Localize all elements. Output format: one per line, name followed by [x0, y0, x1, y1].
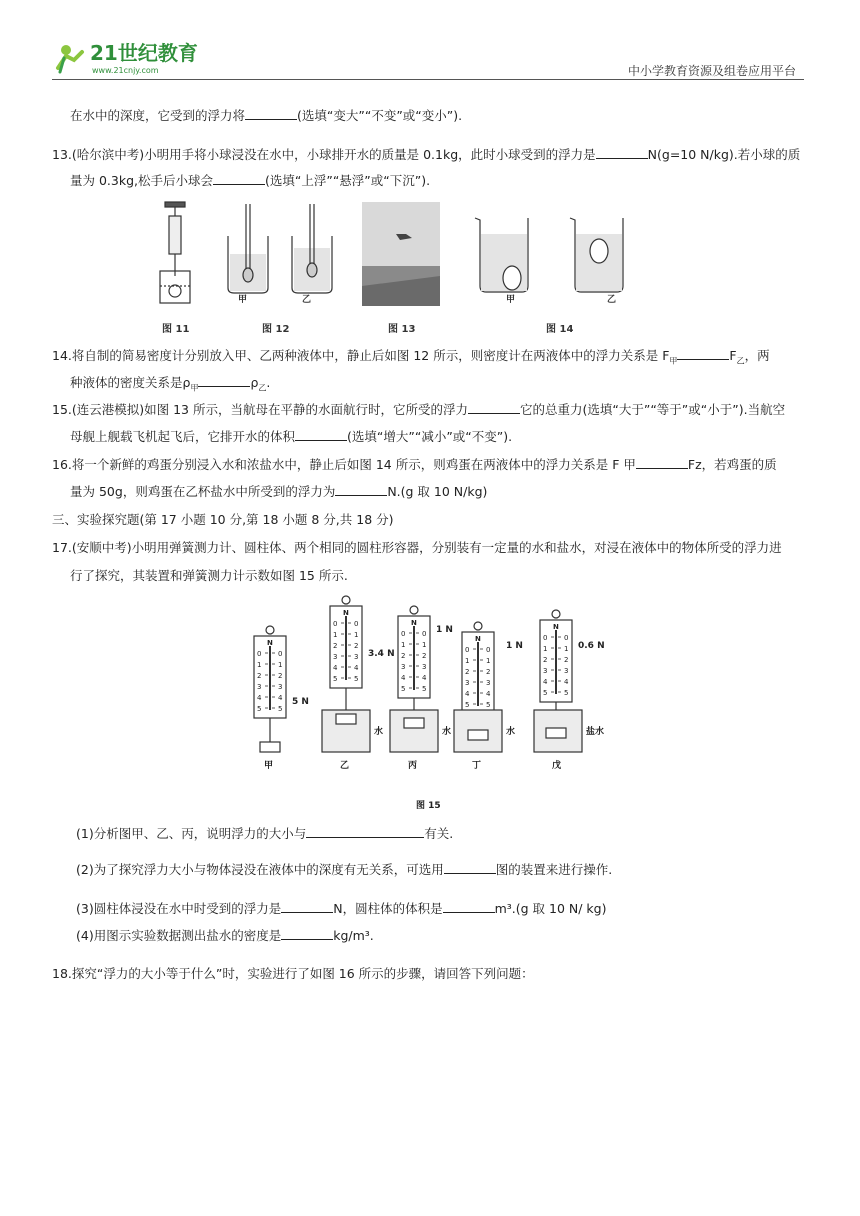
- question-15-line1: 15.(连云港模拟)如图 13 所示，当航母在平静的水面航行时，它所受的浮力 它的总重力(选填“大于”“等于”或“小于”).当航空: [52, 402, 786, 417]
- scale-ring: [552, 610, 560, 618]
- scale-tick-left: 3: [333, 653, 338, 661]
- scale-tick-left: 4: [401, 674, 406, 682]
- scale-tick-left: 0: [543, 634, 548, 642]
- scale-label: 甲: [264, 761, 274, 771]
- scale-tick-left: 5: [333, 675, 338, 683]
- scale-tick-left: 0: [401, 630, 406, 638]
- question-14-line2: 种液体的密度关系是$\rho_甲$ $\rho_乙$.: [70, 375, 271, 393]
- scale-tick-right: 1: [278, 661, 283, 669]
- scale-tick-left: 3: [401, 663, 406, 671]
- scale-tick-right: 4: [422, 674, 427, 682]
- scale-tick-right: 0: [422, 630, 427, 638]
- scale-ring: [342, 596, 350, 604]
- scale-tick-left: 1: [543, 645, 548, 653]
- liquid-label: 水: [506, 727, 516, 737]
- scale-reading: 1 N: [506, 641, 523, 651]
- scale-unit-label: N: [411, 619, 417, 627]
- question-17-sub2: (2)为了探究浮力大小与物体浸没在液体中的深度有无关系，可选用 图的装置来进行操作.: [76, 862, 613, 877]
- scale-tick-right: 5: [278, 705, 283, 713]
- scale-tick-left: 5: [465, 701, 470, 709]
- scale-tick-left: 1: [333, 631, 338, 639]
- scale-tick-right: 1: [486, 657, 491, 665]
- figure-14-jia: [475, 218, 528, 292]
- scale-tick-left: 2: [465, 668, 470, 676]
- scale-tick-left: 3: [257, 683, 262, 691]
- scale-reading: 0.6 N: [578, 641, 605, 651]
- svg-text:乙: 乙: [302, 295, 312, 305]
- line-continuation: 在水中的深度，它受到的浮力将 (选填“变大”“不变”或“变小”).: [70, 108, 463, 123]
- scale-ring: [410, 606, 418, 614]
- scale-tick-right: 3: [564, 667, 569, 675]
- scale-tick-left: 3: [543, 667, 548, 675]
- container: [390, 710, 438, 752]
- liquid-label: 水: [442, 727, 452, 737]
- scale-tick-right: 2: [564, 656, 569, 664]
- scale-reading: 1 N: [436, 625, 453, 635]
- scale-tick-right: 0: [278, 650, 283, 658]
- scale-tick-right: 4: [354, 664, 359, 672]
- scale-tick-left: 2: [543, 656, 548, 664]
- scale-tick-left: 0: [333, 620, 338, 628]
- scale-unit-label: N: [475, 635, 481, 643]
- scale-tick-right: 0: [354, 620, 359, 628]
- question-16-line2: 量为 50g，则鸡蛋在乙杯盐水中所受到的浮力为 N.(g 取 10 N/kg): [70, 484, 488, 499]
- scale-tick-left: 5: [257, 705, 262, 713]
- scale-tick-right: 4: [278, 694, 283, 702]
- scale-label: 丁: [472, 761, 482, 771]
- question-17-line2: 行了探究，其装置和弹簧测力计示数如图 15 所示.: [70, 568, 348, 583]
- liquid-label: 盐水: [586, 727, 605, 737]
- scale-tick-left: 4: [465, 690, 470, 698]
- scale-tick-right: 5: [564, 689, 569, 697]
- figure-12-yi: [292, 204, 332, 293]
- scale-tick-left: 1: [465, 657, 470, 665]
- scale-tick-right: 2: [486, 668, 491, 676]
- scale-unit-label: N: [267, 639, 273, 647]
- svg-text:甲: 甲: [506, 295, 516, 305]
- scale-unit-label: N: [553, 623, 559, 631]
- scale-tick-left: 0: [257, 650, 262, 658]
- svg-text:图 14: 图 14: [546, 324, 574, 335]
- scale-tick-left: 1: [257, 661, 262, 669]
- question-17-sub4: (4)用图示实验数据测出盐水的密度是 kg/m³.: [76, 928, 374, 943]
- cylinder-block: [468, 730, 488, 740]
- svg-text:www.21cnjy.com: www.21cnjy.com: [92, 66, 159, 75]
- figure-15-caption: 图 15: [416, 801, 441, 811]
- question-18: 18.探究“浮力的大小等于什么”时，实验进行了如图 16 所示的步骤，请回答下列问题：: [52, 966, 534, 981]
- scale-label: 丙: [408, 761, 418, 771]
- scale-tick-right: 3: [422, 663, 427, 671]
- scale-tick-right: 5: [354, 675, 359, 683]
- scale-tick-right: 1: [354, 631, 359, 639]
- figure-12-jia: [228, 204, 268, 293]
- scale-tick-left: 4: [257, 694, 262, 702]
- scale-tick-left: 1: [401, 641, 406, 649]
- scale-tick-right: 2: [354, 642, 359, 650]
- question-13-line2: 量为 0.3kg,松手后小球会 (选填“上浮”“悬浮”或“下沉”).: [70, 173, 431, 188]
- scale-tick-left: 0: [465, 646, 470, 654]
- scale-tick-right: 2: [422, 652, 427, 660]
- scale-label: 乙: [340, 761, 350, 771]
- scale-tick-right: 2: [278, 672, 283, 680]
- header-rule: [52, 79, 804, 80]
- scale-ring: [474, 622, 482, 630]
- scale-tick-left: 2: [401, 652, 406, 660]
- question-17-line1: 17.(安顺中考)小明用弹簧测力计、圆柱体、两个相同的圆柱形容器，分别装有一定量的水和盐水，对浸在液体中的物体所受的浮力进: [52, 540, 782, 555]
- question-13-line1: 13.(哈尔滨中考)小明用手将小球浸没在水中，小球排开水的质量是 0.1kg，此时小球受到的浮力是 N(g=10 N/kg).若小球的质: [52, 147, 801, 162]
- logo-21cnjy: [52, 38, 232, 76]
- svg-text:乙: 乙: [607, 295, 617, 305]
- scale-tick-right: 3: [486, 679, 491, 687]
- svg-text:图 13: 图 13: [388, 324, 416, 335]
- cylinder-block: [546, 728, 566, 738]
- cylinder-block: [260, 742, 280, 752]
- liquid-label: 水: [374, 727, 384, 737]
- scale-tick-right: 1: [422, 641, 427, 649]
- figures-11-14: [150, 196, 710, 342]
- scale-tick-right: 4: [486, 690, 491, 698]
- question-15-line2: 母舰上舰载飞机起飞后，它排开水的体积 (选填“增大”“减小”或“不变”).: [70, 429, 513, 444]
- figure-13-carrier-photo: [362, 202, 440, 306]
- scale-tick-left: 5: [401, 685, 406, 693]
- scale-tick-right: 0: [486, 646, 491, 654]
- question-14-line1: 14.将自制的简易密度计分别放入甲、乙两种液体中，静止后如图 12 所示，则密度计在两液体中的浮力关系是 $F_甲$ $F_乙$，两: [52, 348, 770, 366]
- scale-reading: 5 N: [292, 697, 309, 707]
- question-17-sub3: (3)圆柱体浸没在水中时受到的浮力是 N，圆柱体的体积是 m³.(g 取 10 N/ kg): [76, 901, 607, 916]
- scale-tick-left: 2: [257, 672, 262, 680]
- scale-tick-right: 5: [422, 685, 427, 693]
- svg-text:图 11: 图 11: [162, 324, 190, 335]
- figure-15: [240, 592, 640, 814]
- scale-tick-right: 0: [564, 634, 569, 642]
- scale-tick-right: 3: [278, 683, 283, 691]
- platform-name: 中小学教育资源及组卷应用平台: [627, 64, 796, 78]
- question-17-sub1: (1)分析图甲、乙、丙，说明浮力的大小与 有关.: [76, 826, 454, 841]
- page-header: [52, 32, 802, 80]
- scale-tick-left: 2: [333, 642, 338, 650]
- scale-tick-right: 5: [486, 701, 491, 709]
- figure-14-yi: [570, 218, 623, 292]
- scale-tick-left: 4: [333, 664, 338, 672]
- figure-11: [160, 202, 190, 303]
- cylinder-block: [404, 718, 424, 728]
- svg-text:甲: 甲: [238, 295, 248, 305]
- svg-text:21世纪教育: 21世纪教育: [90, 41, 198, 65]
- scale-unit-label: N: [343, 609, 349, 617]
- scale-tick-right: 1: [564, 645, 569, 653]
- scale-tick-right: 4: [564, 678, 569, 686]
- cylinder-block: [336, 714, 356, 724]
- scale-reading: 3.4 N: [368, 649, 395, 659]
- scale-ring: [266, 626, 274, 634]
- scale-tick-right: 3: [354, 653, 359, 661]
- question-16-line1: 16.将一个新鲜的鸡蛋分别浸入水和浓盐水中，静止后如图 14 所示，则鸡蛋在两液体中的浮力关系是 F 甲 Fz，若鸡蛋的质: [52, 457, 777, 472]
- scale-label: 戊: [552, 761, 562, 771]
- scale-tick-left: 3: [465, 679, 470, 687]
- scale-tick-left: 5: [543, 689, 548, 697]
- svg-text:图 12: 图 12: [262, 324, 290, 335]
- scale-tick-left: 4: [543, 678, 548, 686]
- section-3-heading: 三、实验探究题(第 17 小题 10 分,第 18 小题 8 分,共 18 分): [52, 512, 394, 527]
